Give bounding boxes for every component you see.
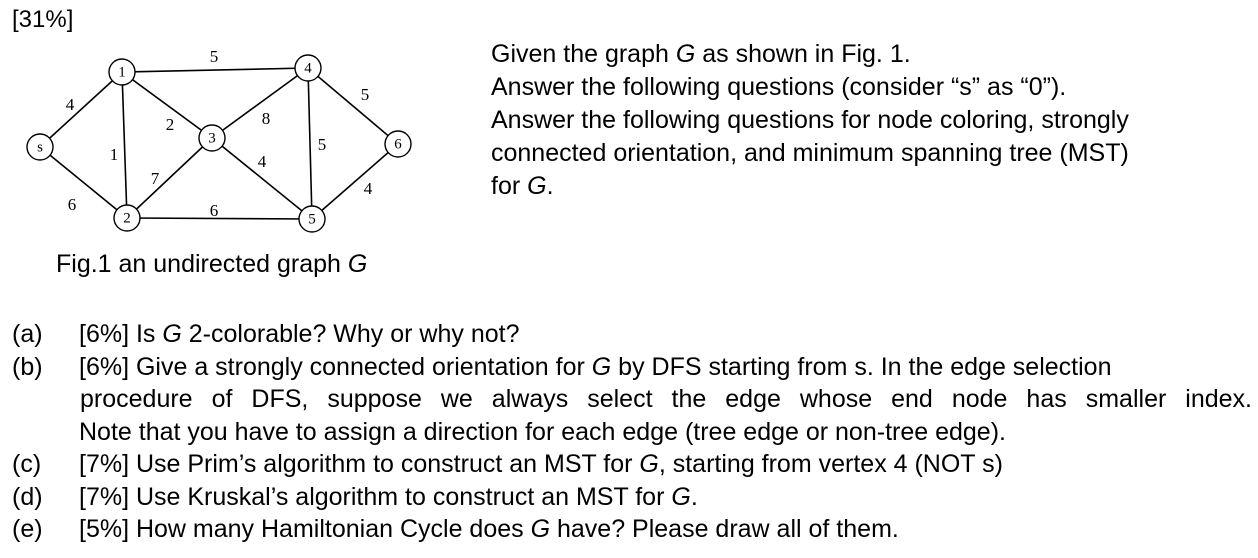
graph-node-label-1: 1 — [118, 64, 126, 81]
caption-text: Fig.1 an undirected graph — [56, 250, 348, 278]
intro-l1-var: G — [675, 40, 696, 68]
question-d-label: (d) — [12, 482, 43, 511]
graph-edge-5-6 — [312, 144, 398, 219]
question-c-text — [79, 448, 1252, 481]
edge-weight-4-6: 5 — [360, 84, 370, 104]
qe-var: G — [530, 515, 551, 543]
graph-edge-s-1 — [40, 72, 122, 147]
edge-weight-3-5: 4 — [257, 151, 267, 171]
question-b — [12, 351, 1252, 449]
intro-paragraph — [491, 38, 1251, 203]
qa-pre: [6%] Is — [79, 320, 163, 348]
question-b-label: (b) — [12, 352, 43, 381]
question-b-line-2: procedure of DFS, suppose we always select the edge whose end node has smaller index. — [80, 385, 1252, 413]
graph-node-label-4: 4 — [304, 60, 312, 77]
graph-node-s — [27, 134, 53, 160]
edge-weight-s-2: 6 — [67, 194, 77, 214]
question-a-text — [79, 318, 1252, 351]
edge-weight-5-6: 4 — [363, 178, 373, 198]
edge-weight-2-5: 6 — [209, 200, 219, 220]
graph-node-label-3: 3 — [208, 130, 216, 147]
intro-line-5 — [491, 170, 1251, 203]
graph-node-label-s: s — [37, 139, 43, 156]
graph-node-1 — [109, 59, 135, 85]
graph-node-label-5: 5 — [308, 211, 316, 228]
figure-caption — [56, 250, 367, 279]
question-c — [12, 448, 1252, 481]
question-e-text — [79, 513, 1252, 546]
graph-node-3 — [199, 125, 225, 151]
qa-post: 2-colorable? Why or why not? — [181, 320, 520, 348]
intro-line-1 — [491, 38, 1251, 71]
intro-line-2: Answer the following questions (consider “s” as “0”). — [491, 73, 1067, 101]
graph-edge-3-4 — [212, 68, 308, 138]
edge-weight-s-1: 4 — [65, 94, 75, 114]
intro-l5-var: G — [527, 172, 547, 200]
edge-weight-4-5: 5 — [317, 134, 327, 154]
graph-nodes — [27, 55, 411, 232]
question-a — [12, 318, 1252, 351]
graph-edge-2-3 — [127, 138, 212, 218]
question-c-label: (c) — [12, 450, 42, 478]
qc-pre: [7%] Use Prim’s algorithm to construct an MST for — [79, 450, 640, 478]
intro-l5-pre: for — [491, 172, 528, 200]
question-e-label: (e) — [12, 515, 43, 543]
graph-node-label-2: 2 — [123, 210, 131, 227]
question-b-text — [79, 351, 1252, 384]
intro-line-4: connected orientation, and minimum spanning tree (MST) — [491, 139, 1129, 167]
graph-node-5 — [299, 206, 325, 232]
question-b-line-3: Note that you have to assign a direction for each edge (tree edge or non-tree edge). — [79, 417, 1006, 446]
question-e — [12, 513, 1252, 546]
qb-pre: [6%] Give a strongly connected orientation for — [79, 352, 592, 381]
edge-weight-1-2: 1 — [109, 144, 119, 164]
qc-post: , starting from vertex 4 (NOT s) — [658, 450, 1003, 478]
edge-weight-1-4: 5 — [209, 46, 219, 66]
qc-var: G — [639, 450, 659, 478]
graph-node-2 — [114, 205, 140, 231]
graph-edge-1-2 — [122, 72, 127, 218]
qd-pre: [7%] Use Kruskal’s algorithm to construct an MST for — [79, 482, 672, 511]
graph-edge-4-6 — [308, 68, 398, 144]
intro-line-3: Answer the following questions for node coloring, strongly — [491, 106, 1129, 134]
intro-l1-pre: Given the graph — [491, 40, 676, 68]
qd-post: . — [690, 482, 698, 511]
question-weight: [31%] — [12, 6, 74, 33]
graph-figure — [0, 0, 440, 240]
caption-var: G — [347, 250, 368, 278]
qe-post: have? Please draw all of them. — [550, 515, 899, 543]
intro-l5-post: . — [546, 172, 554, 200]
qb-var: G — [591, 352, 612, 381]
graph-node-4 — [295, 55, 321, 81]
graph-node-6 — [385, 131, 411, 157]
graph-node-label-6: 6 — [394, 136, 402, 153]
graph-edge-3-5 — [209, 138, 312, 220]
question-list — [12, 318, 1252, 546]
qa-var: G — [162, 320, 182, 348]
qe-pre: [5%] How many Hamiltonian Cycle does — [79, 515, 531, 543]
intro-l1-post: as shown in Fig. 1. — [695, 40, 911, 68]
question-a-label: (a) — [12, 320, 43, 348]
edge-weight-1-3: 2 — [165, 114, 175, 134]
edge-weight-2-3: 7 — [150, 168, 160, 188]
graph-edge-2-5 — [127, 218, 312, 219]
graph-edge-4-5 — [308, 68, 312, 219]
qd-var: G — [671, 482, 691, 511]
question-d-text — [79, 481, 1252, 514]
graph-edge-1-4 — [122, 68, 308, 72]
qb-post: by DFS starting from s. In the edge selection — [611, 352, 1112, 381]
question-d — [12, 481, 1252, 514]
edge-weight-3-4: 8 — [261, 108, 271, 128]
